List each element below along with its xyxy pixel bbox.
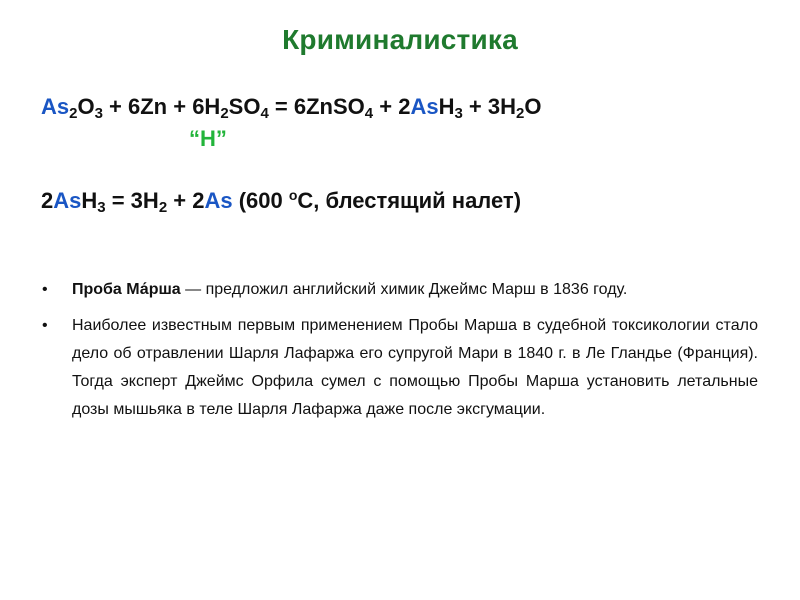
subscript: 2 [69,105,78,122]
slide-title: Криминалистика [282,24,518,55]
equation-text: + 3H [462,94,517,119]
bullet-icon: • [42,281,48,298]
equation-marsh-reaction [41,94,541,120]
subscript: 2 [516,105,525,122]
bullet-list [40,276,758,432]
arsenic-symbol: As [204,188,233,213]
degree-superscript: o [288,187,298,203]
equation-arsine-decomposition [41,188,521,214]
equation-text: = 3H [105,188,159,213]
hydrogen-note: “H” [189,126,227,151]
equation-text: + 6Zn + 6H [102,94,221,119]
equation-text: SO [228,94,261,119]
oxygen-symbol: O [77,94,95,119]
equation-text: 2 [41,188,54,213]
bullet-item [40,276,758,304]
equation-text: = 6ZnSO [268,94,365,119]
equation-text: + 2 [167,188,205,213]
hydrogen-symbol: H [438,94,455,119]
arsenic-symbol: As [41,94,70,119]
bullet-bold-term: Проба Ма́рша [72,281,181,298]
condition-text: (600 [232,188,289,213]
bullet-text: — предложил английский химик Джеймс Марш в 1836 году. [180,281,628,298]
subscript: 3 [97,199,106,216]
condition-text: C, блестящий налет) [297,188,522,213]
oxygen-symbol: O [524,94,542,119]
bullet-item [40,312,758,424]
subscript: 4 [364,105,374,122]
subscript: 2 [158,199,168,216]
subscript: 3 [454,105,463,122]
hydrogen-symbol: H [81,188,98,213]
equation-text: + 2 [373,94,411,119]
bullet-text: Наиболее известным первым применением Пробы Марша в судебной токсикологии стало дело об отравлении Шарля Лафаржа его супругой Мари в 1840 г. в Ле Гландье (Франция). Тогда эксперт Джеймс Орфила сумел с помощью Пробы Марша установить летальные дозы мышьяка в теле Шарля Лафаржа даже после эксгумации. [72,317,758,418]
arsenic-symbol: As [410,94,439,119]
arsenic-symbol: As [53,188,82,213]
bullet-icon: • [42,317,48,334]
subscript: 3 [94,105,103,122]
subscript: 2 [220,105,229,122]
subscript: 4 [260,105,269,122]
